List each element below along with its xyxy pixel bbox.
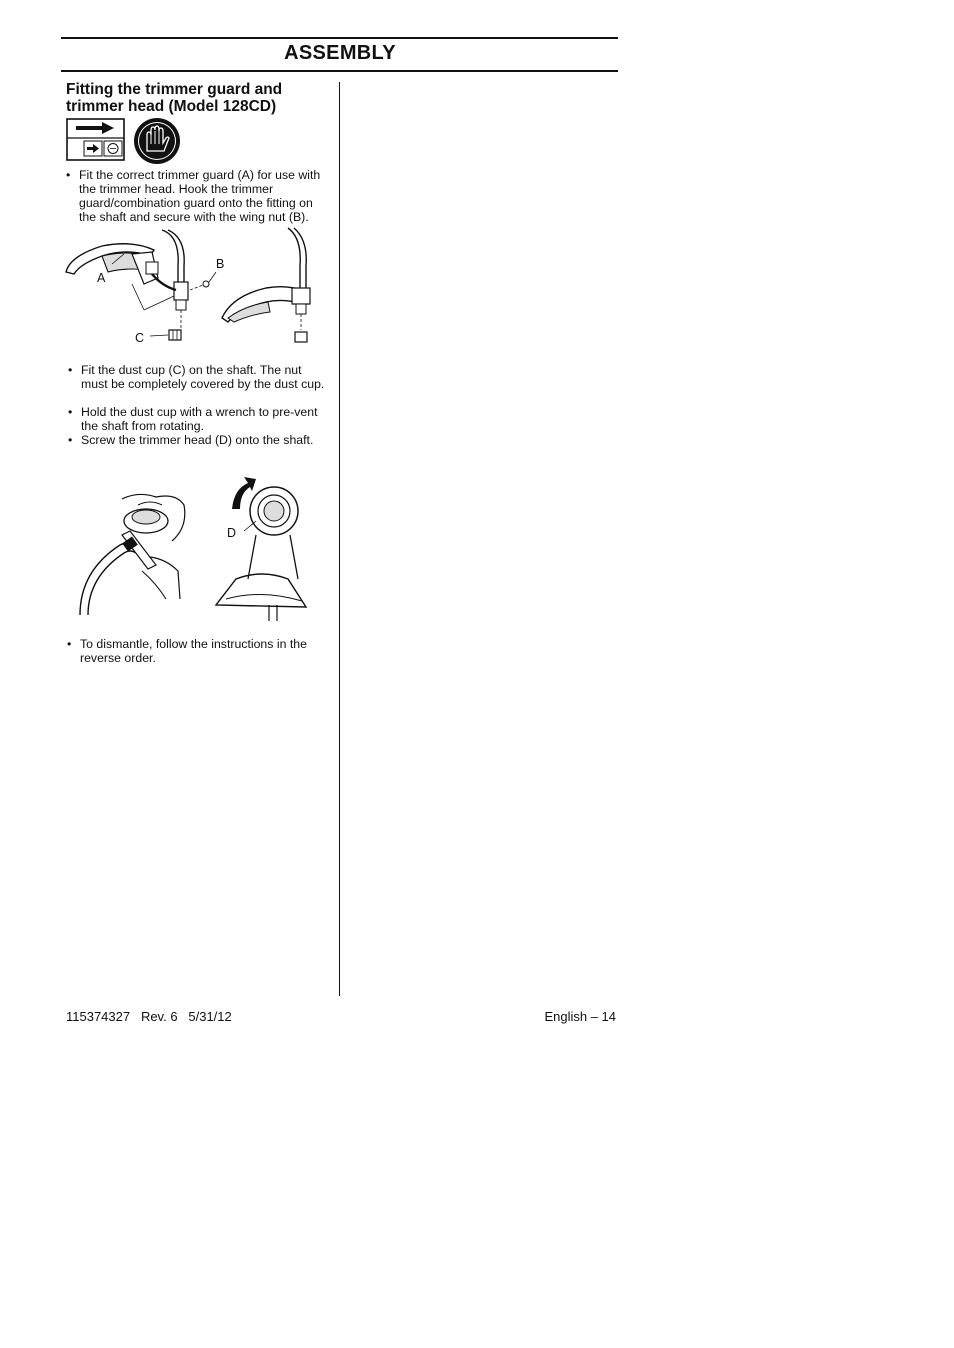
bullet-text: Hold the dust cup with a wrench to pre-vent the shaft from rotating. [81,405,318,433]
trimmer-head-assembly-illustration [76,475,316,621]
figure-label-c: C [135,331,145,345]
column-divider [339,82,340,996]
page-title: ASSEMBLY [284,42,396,64]
bullet-text: Fit the correct trimmer guard (A) for use with the trimmer head. Hook the trimmer guard/combination guard onto the fitting on the shaft and secure with the wing nut (B). [79,168,321,224]
bullet-mark: • [68,405,73,419]
header-bottom-rule [61,70,618,72]
bullet-mark: • [68,363,73,377]
instruction-bullet [68,433,326,447]
bullet-mark: • [67,637,72,651]
figure-label-b: B [216,257,225,271]
bullet-text: To dismantle, follow the instructions in the reverse order. [80,637,307,665]
figure-label-a: A [97,271,106,285]
protective-gloves-icon [133,117,181,165]
trimmer-guard-assembly-illustration [62,226,332,350]
section-heading: Fitting the trimmer guard and trimmer head (Model 128CD) [66,81,283,115]
direction-arrow-icon [66,118,126,162]
bullet-mark: • [68,433,73,447]
bullet-text: Screw the trimmer head (D) onto the shaft. [81,433,314,447]
header-top-rule [61,37,618,39]
bullet-mark: • [66,168,71,182]
instruction-bullet [66,168,326,224]
instruction-bullet [67,637,325,665]
document-reference: 115374327 Rev. 6 5/31/12 [66,1009,232,1024]
page-number: English – 14 [544,1009,616,1024]
instruction-bullet [68,363,326,391]
bullet-text: Fit the dust cup (C) on the shaft. The nut must be completely covered by the dust cup. [81,363,325,391]
figure-label-d: D [227,526,237,540]
instruction-bullet [68,405,326,433]
